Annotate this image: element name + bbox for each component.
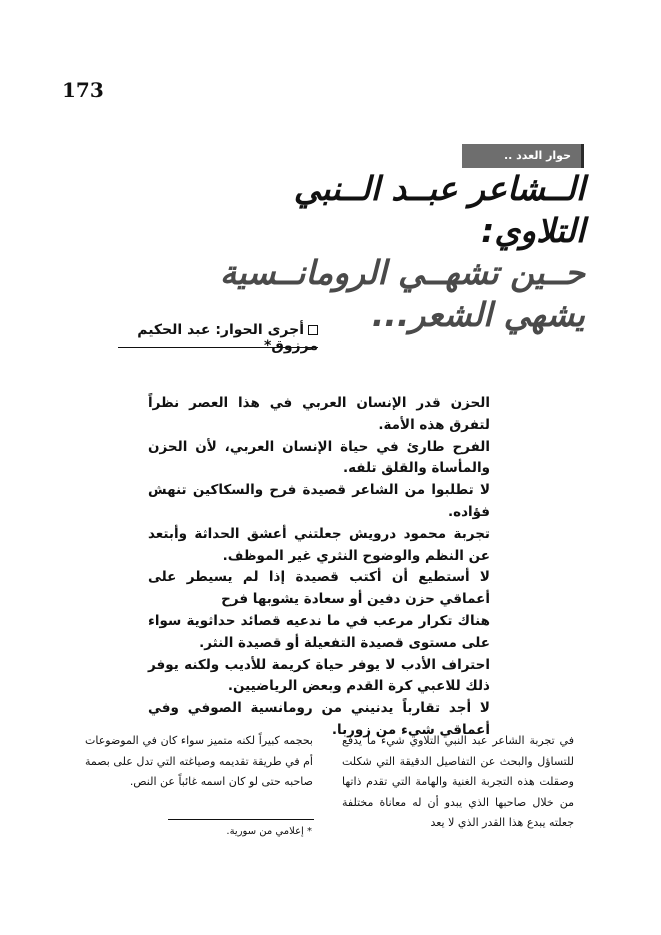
footnote-rule	[168, 819, 314, 820]
quote: الحزن قدر الإنسان العربي في هذا العصر نظراً لتفرق هذه الأمة.	[148, 395, 490, 433]
byline-text: أجرى الحوار: عبد الحكيم مرزوق*	[137, 322, 318, 354]
section-label: حوار العدد ..	[462, 144, 584, 168]
page-number: 173	[62, 78, 104, 102]
title-line-2: التلاوي:	[481, 211, 585, 250]
highlight-quotes	[148, 393, 490, 742]
footnote: * إعلامي من سورية.	[226, 826, 312, 837]
quote: الفرح طارئ في حياة الإنسان العربي، لأن الحزن والمأساة والقلق تلفه.	[148, 438, 490, 477]
title-line-1: الــشاعر عبــد الــنبي	[293, 169, 585, 208]
quote: لا تطلبوا من الشاعر قصيدة فرح والسكاكين تنهش فؤاده.	[148, 482, 490, 520]
quote: هناك تكرار مرعب في ما ندعيه قصائد حداثوية سواء على مستوى قصيدة التفعيلة أو قصيدة النثر.	[148, 612, 490, 651]
square-bullet-icon	[308, 325, 318, 335]
body-paragraph: في تجربة الشاعر عبد النبي التلاوي شيء ما يدفع للتساؤل والبحث عن التفاصيل الدقيقة التي شكلت وصقلت هذه التجربة الغنية والهامة التي تقدم ذاتها من خلال صاحبها الذي يبدو أن له معاناة مختلفة جعلته يبدع هذا القدر الذي لا يعد	[342, 734, 574, 829]
byline	[118, 322, 318, 358]
byline-rule	[118, 347, 318, 348]
title-line-4: يشهي الشعر...	[371, 295, 585, 334]
article-title	[170, 168, 585, 336]
body-paragraph: بحجمه كبيراً لكنه متميز سواء كان في الموضوعات أم في طريقة تقديمه وصياغته التي تدل على بصمة صاحبه حتى لو كان اسمه غائباً عن النص.	[85, 734, 313, 788]
quote: لا أجد تقارباً يدنيني من رومانسية الصوفي وفي أعماقي شيء من زوربا.	[148, 700, 490, 738]
body-column-left	[85, 731, 313, 793]
quote: احتراف الأدب لا يوفر حياة كريمة للأديب ولكنه يوفر ذلك للاعبي كرة القدم وبعض الرياضيين.	[148, 656, 490, 695]
body-column-right	[342, 731, 574, 834]
title-line-3: حــين تشهــي الرومانــسية	[219, 253, 585, 292]
quote: تجربة محمود درويش جعلتني أعشق الحداثة وأبتعد عن النظم والوضوح النثري غير الموظف.	[148, 525, 490, 564]
quote: لا أستطيع أن أكتب قصيدة إذا لم يسيطر على أعماقي حزن دفين أو سعادة يشوبها فرح	[148, 569, 490, 608]
